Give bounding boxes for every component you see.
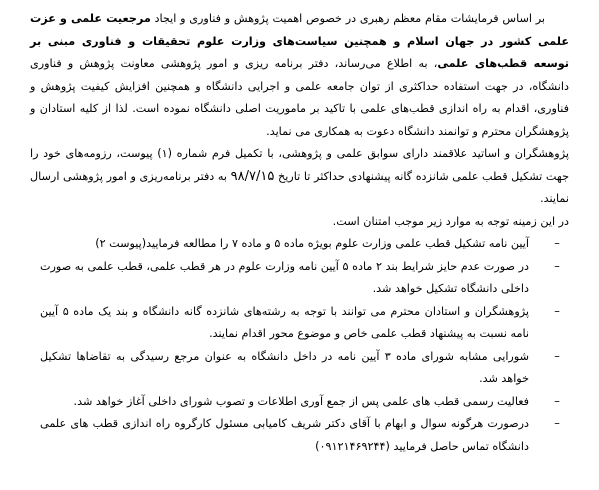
intro-text-part2: ، به اطلاع می‌رساند، دفتر برنامه ریزی و امور پژوهشی معاونت پژوهش و فناوری دانشگاه، در جهت استفاده حداکثری از توان جامعه علمی و اجرایی دانشگاه و همچنین افزایش کیفیت پژوهش و فناوری، اقدام به راه اندازی قطب‌های علمی با تاکید بر ماموریت اصلی دانشگاه نموده است. لذا از کلیه استادان و پژوهشگران محترم و توانمند دانشگاه دعوت به همکاری می نماید. bbox=[30, 57, 569, 138]
bullet-dash: – bbox=[554, 304, 560, 318]
bullet-dash: – bbox=[554, 394, 560, 408]
list-item-text: در صورت عدم حایز شرایط بند ۲ ماده ۵ آیین نامه وزارت علوم در هر قطب علمی، قطب علمی به صورت داخلی دانشگاه تشکیل خواهد شد. bbox=[40, 259, 530, 295]
call-paragraph bbox=[30, 143, 569, 211]
list-item-text: فعالیت رسمی قطب های علمی پس از جمع آوری اطلاعات و تصوب شورای داخلی آغاز خواهد شد. bbox=[73, 394, 529, 408]
call-text-part1: پژوهشگران و اساتید علاقمند دارای سوابق علمی و پژوهشی، با تکمیل فرم شماره (۱) پیوست، رزومه‌های خود را جهت تشکیل قطب علمی شانزده گانه پیشنهادی حداکثر تا تاریخ bbox=[30, 147, 569, 183]
intro-bold-text: مرجعیت علمی و عزت علمی کشور در جهان اسلام و همچنین سیاست‌های وزارت علوم تحقیقات و فناوری مبنی بر توسعه قطب‌های علمی bbox=[30, 12, 569, 70]
list-item-text: شورایی مشابه شورای ماده ۳ آیین نامه در داخل دانشگاه به عنوان مرجع رسیدگی به تقاضاها تشکیل خواهد شد. bbox=[40, 349, 529, 385]
list-item-text: آیین نامه تشکیل قطب علمی وزارت علوم بویژه ماده ۵ و ماده ۷ را مطالعه فرمایید(پیوست ۲) bbox=[95, 237, 529, 250]
bullet-dash: – bbox=[554, 237, 560, 250]
list-item bbox=[30, 413, 569, 458]
deadline-date: ۹۸/۷/۱۵ bbox=[230, 168, 275, 184]
bullet-dash: – bbox=[554, 417, 560, 430]
list-item bbox=[30, 233, 569, 256]
bullet-dash: – bbox=[554, 259, 560, 273]
bullet-dash: – bbox=[554, 349, 560, 363]
notes-list bbox=[30, 233, 569, 458]
call-text-part2: به دفتر برنامه‌ریزی و امور پژوهشی ارسال نمایند. bbox=[30, 169, 569, 205]
list-item bbox=[30, 256, 569, 301]
intro-text-part1: بر اساس فرمایشات مقام معظم رهبری در خصوص اهمیت پژوهش و فناوری و ایجاد bbox=[150, 12, 545, 25]
notes-intro: در این زمینه توجه به موارد زیر موجب امتنان است. bbox=[332, 214, 569, 228]
list-item bbox=[30, 346, 569, 391]
intro-paragraph bbox=[30, 8, 569, 143]
list-item bbox=[30, 391, 569, 414]
list-item-text: درصورت هرگونه سوال و ابهام با آقای دکتر شریف کامیابی مسئول کارگروه راه اندازی قطب های علمی دانشگاه تماس حاصل فرمایید (۰۹۱۲۱۴۶۹۲۴۴) bbox=[40, 417, 529, 453]
list-item bbox=[30, 301, 569, 346]
list-item-text: پژوهشگران و استادان محترم می توانند با توجه به رشته‌های شانزده گانه دانشگاه و بند یک ماده ۵ آیین نامه نسبت به پیشنهاد قطب علمی خاص و موضوع محور اقدام نمایند. bbox=[40, 304, 530, 340]
